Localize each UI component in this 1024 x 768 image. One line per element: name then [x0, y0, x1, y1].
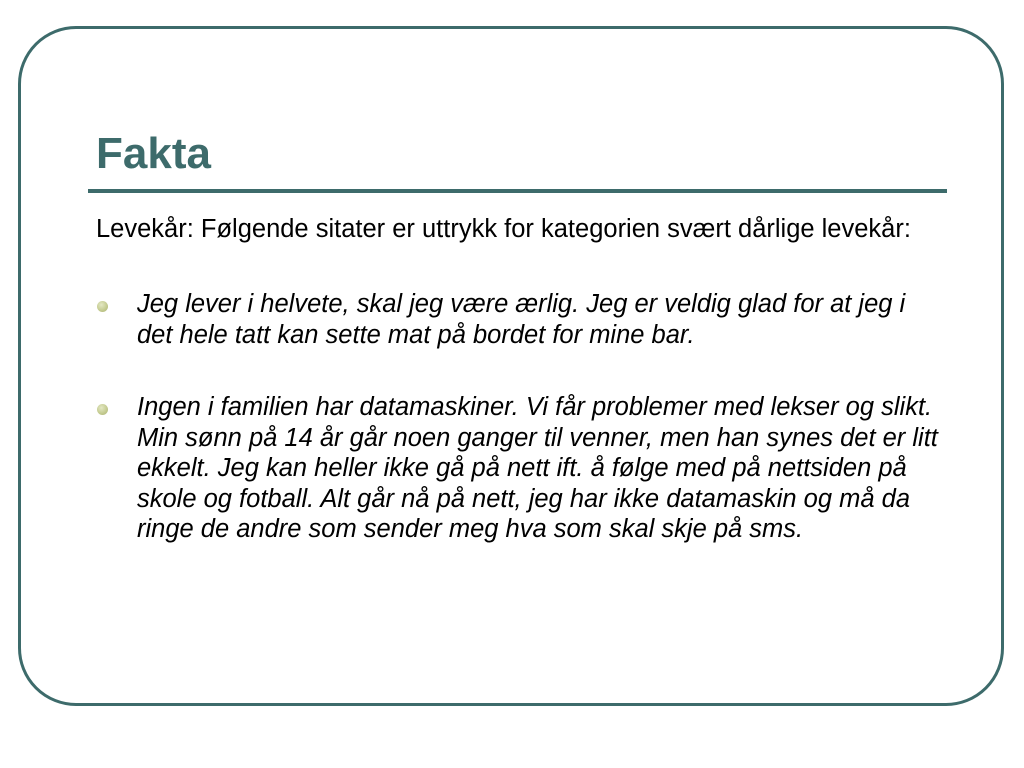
quote-text: Ingen i familien har datamaskiner. Vi får problemer med lekser og slikt. Min sønn på 14 år går noen ganger til venner, men han synes det er litt ekkelt. Jeg kan heller ikke gå på nett ift. å følge med på nettsiden på skole og fotball. Alt går nå på nett, jeg har ikke datamaskin og må da ringe de andre som sender meg hva som skal skje på sms.	[137, 393, 938, 543]
slide-title: Fakta	[96, 129, 211, 178]
title-underline	[88, 189, 947, 193]
quote-text: Jeg lever i helvete, skal jeg være ærlig. Jeg er veldig glad for at jeg i det hele tatt kan sette mat på bordet for mine bar.	[137, 290, 906, 349]
intro-text: Levekår: Følgende sitater er uttrykk for kategorien svært dårlige levekår:	[96, 215, 911, 243]
slide-body	[96, 214, 946, 545]
bullet-dot-icon	[97, 301, 108, 312]
quote-list	[96, 289, 946, 545]
list-item	[96, 392, 946, 545]
list-item	[96, 289, 946, 350]
bullet-dot-icon	[97, 404, 108, 415]
